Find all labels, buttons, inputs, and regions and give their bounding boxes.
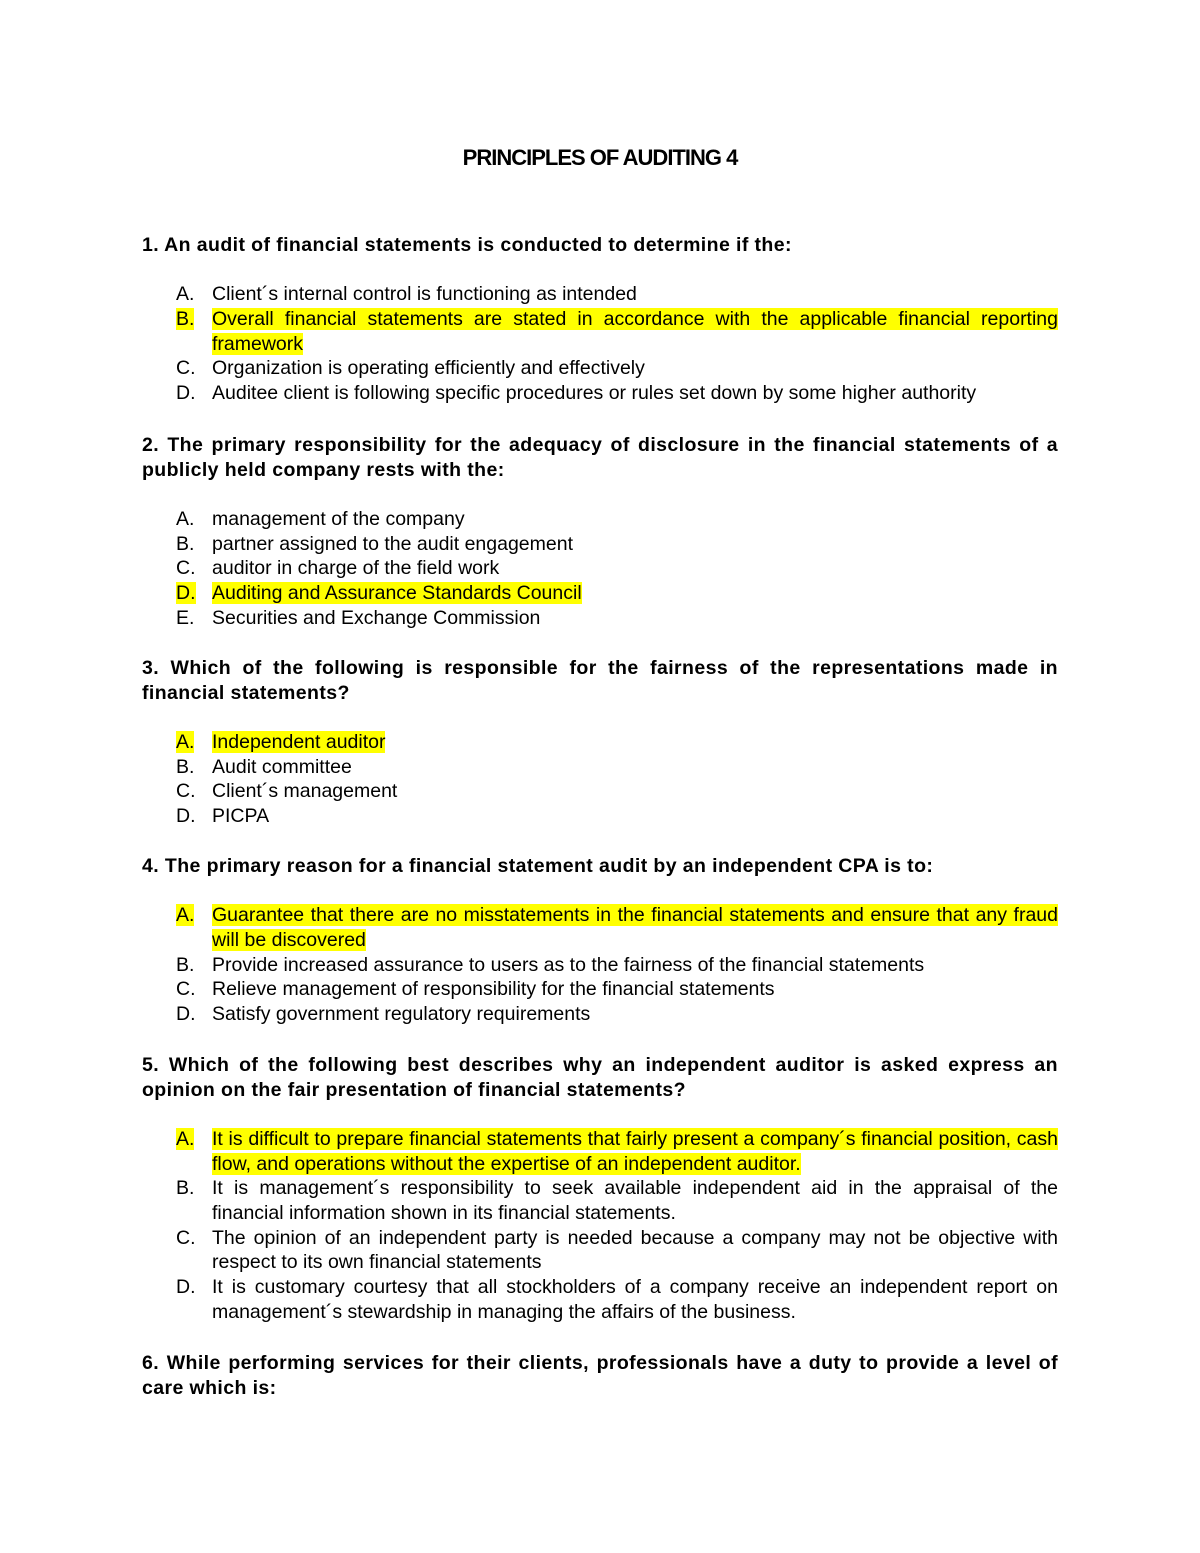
option-text: Auditing and Assurance Standards Council <box>212 582 582 605</box>
option-letter: B. <box>176 1177 195 1200</box>
option-text: partner assigned to the audit engagement <box>212 532 574 555</box>
question-text: 4. The primary reason for a financial statement audit by an independent CPA is to: <box>142 855 934 877</box>
option-list <box>142 282 1058 406</box>
option-letter: E. <box>176 606 195 629</box>
option-letter: A. <box>176 507 195 530</box>
question-text: 2. The primary responsibility for the adequacy of disclosure in the financial statements of a publicly held company rests with the: <box>142 434 1058 481</box>
option-c <box>142 779 1058 804</box>
option-a-highlighted <box>142 903 1058 952</box>
option-text: Client´s management <box>212 780 398 803</box>
question-3 <box>142 656 1058 829</box>
option-text: PICPA <box>212 805 270 828</box>
option-text: Audit committee <box>212 755 352 778</box>
option-d <box>142 381 1058 406</box>
option-letter: B. <box>176 307 195 330</box>
option-a <box>142 507 1058 532</box>
option-letter: D. <box>176 1003 196 1026</box>
option-letter: A. <box>176 283 195 306</box>
option-letter: C. <box>176 1226 196 1249</box>
option-text: Overall financial statements are stated in accordance with the applicable financial reporting framework <box>212 307 1058 355</box>
question-6 <box>142 1351 1058 1400</box>
option-letter: D. <box>176 582 196 605</box>
option-letter: C. <box>176 557 196 580</box>
option-text: Provide increased assurance to users as to the fairness of the financial statements <box>212 953 925 976</box>
option-letter: A. <box>176 730 195 753</box>
question-text: 6. While performing services for their clients, professionals have a duty to provide a level of care which is: <box>142 1352 1058 1399</box>
option-letter: D. <box>176 805 196 828</box>
option-letter: A. <box>176 904 195 927</box>
option-text: Securities and Exchange Commission <box>212 606 541 629</box>
question-2 <box>142 433 1058 630</box>
option-b-highlighted <box>142 307 1058 356</box>
question-5 <box>142 1053 1058 1325</box>
option-c <box>142 1226 1058 1275</box>
option-text: It is customary courtesy that all stockholders of a company receive an independent report on management´s stewardship in managing the affairs of the business. <box>212 1276 1058 1323</box>
question-text: 3. Which of the following is responsible for the fairness of the representations made in financial statements? <box>142 657 1058 704</box>
option-c <box>142 977 1058 1002</box>
option-e <box>142 606 1058 631</box>
option-b <box>142 755 1058 780</box>
option-a-highlighted <box>142 1127 1058 1176</box>
document-title: PRINCIPLES OF AUDITING 4 <box>462 145 738 170</box>
option-list <box>142 730 1058 829</box>
option-text: It is difficult to prepare financial statements that fairly present a company´s financial position, cash flow, and operations without the expertise of an independent auditor. <box>212 1127 1058 1175</box>
option-letter: D. <box>176 1276 196 1299</box>
option-text: Organization is operating efficiently and effectively <box>212 357 645 380</box>
option-text: management of the company <box>212 507 465 530</box>
option-text: It is management´s responsibility to seek available independent aid in the appraisal of the financial information shown in its financial statements. <box>212 1177 1058 1225</box>
option-list <box>142 507 1058 631</box>
option-d <box>142 804 1058 829</box>
option-letter: B. <box>176 532 195 555</box>
option-text: auditor in charge of the field work <box>212 557 500 580</box>
option-d <box>142 1002 1058 1027</box>
option-d <box>142 1275 1058 1324</box>
option-d-highlighted <box>142 581 1058 606</box>
question-text: 5. Which of the following best describes why an independent auditor is asked express an opinion on the fair presentation of financial statements? <box>142 1054 1058 1101</box>
option-letter: C. <box>176 978 196 1001</box>
option-b <box>142 532 1058 557</box>
option-letter: A. <box>176 1127 195 1150</box>
option-letter: C. <box>176 357 196 380</box>
option-letter: B. <box>176 953 195 976</box>
option-c <box>142 556 1058 581</box>
option-a-highlighted <box>142 730 1058 755</box>
option-a <box>142 282 1058 307</box>
option-b <box>142 1176 1058 1225</box>
option-c <box>142 356 1058 381</box>
option-text: Auditee client is following specific procedures or rules set down by some higher authority <box>212 382 977 405</box>
option-text: The opinion of an independent party is needed because a company may not be objective with respect to its own financial statements <box>212 1226 1058 1274</box>
question-text: 1. An audit of financial statements is conducted to determine if the: <box>142 234 792 256</box>
option-text: Guarantee that there are no misstatements in the financial statements and ensure that any fraud will be discovered <box>212 904 1058 951</box>
option-text: Independent auditor <box>212 730 386 753</box>
option-b <box>142 953 1058 978</box>
option-letter: C. <box>176 780 196 803</box>
question-1 <box>142 233 1058 406</box>
option-letter: D. <box>176 382 196 405</box>
option-text: Client´s internal control is functioning as intended <box>212 283 637 306</box>
option-text: Satisfy government regulatory requirements <box>212 1003 591 1026</box>
option-list <box>142 903 1058 1027</box>
option-text: Relieve management of responsibility for the financial statements <box>212 978 775 1001</box>
option-list <box>142 1127 1058 1325</box>
option-letter: B. <box>176 755 195 778</box>
question-4 <box>142 854 1058 1027</box>
